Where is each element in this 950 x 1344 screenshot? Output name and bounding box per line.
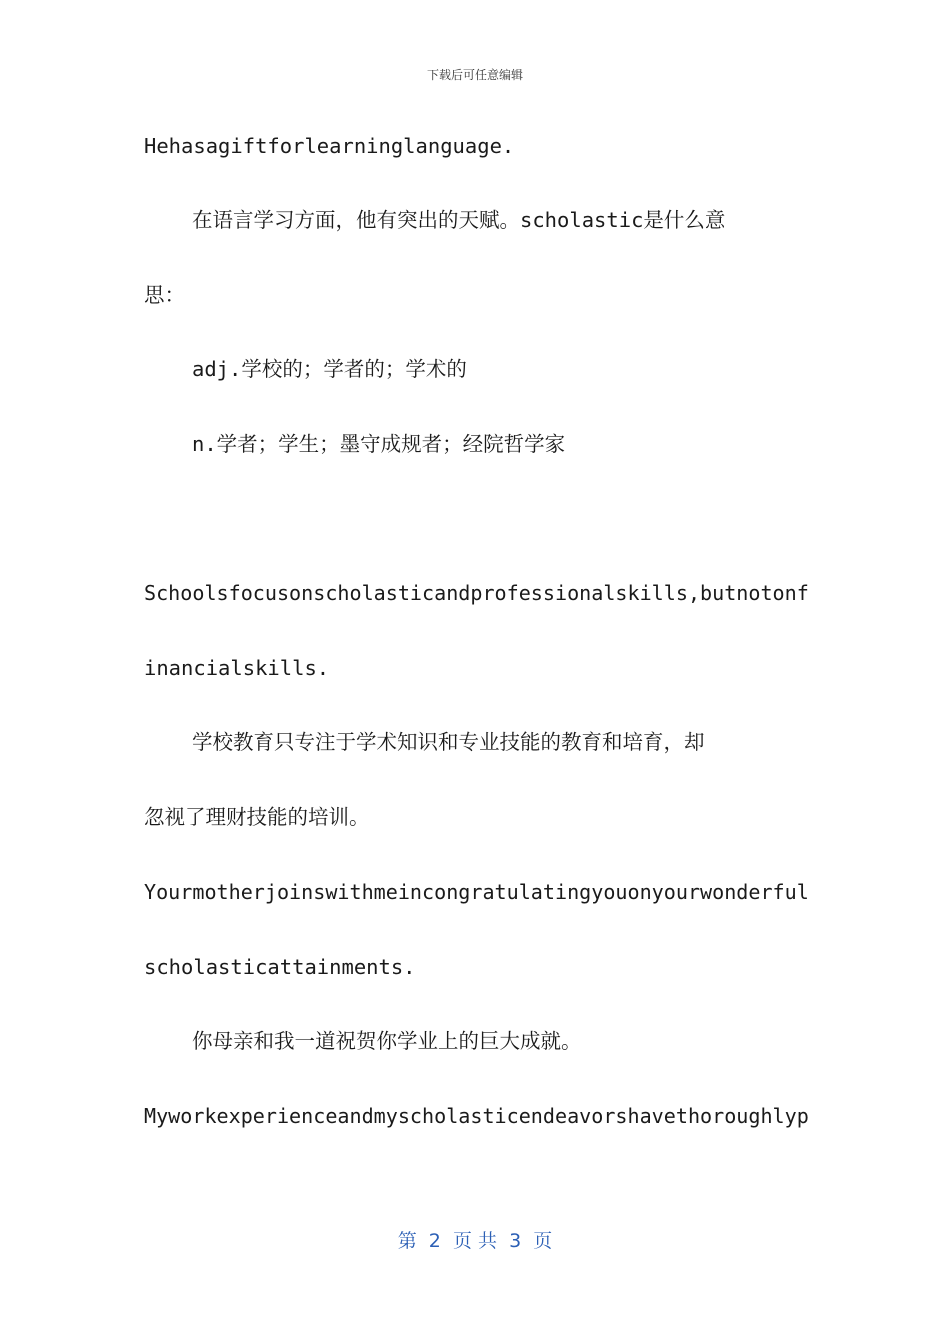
paragraph-line: 忽视了理财技能的培训。 (144, 805, 370, 829)
paragraph-line: 思： (144, 283, 185, 307)
paragraph-line: n.学者；学生；墨守成规者；经院哲学家 (192, 432, 566, 456)
paragraph-line: Yourmotherjoinswithmeincongratulatingyouonyourwonderful (144, 880, 809, 904)
page-header-note: 下载后可任意编辑 (426, 68, 523, 82)
paragraph-line: Hehasagiftforlearninglanguage. (144, 134, 515, 158)
paragraph-line: adj.学校的；学者的；学术的 (192, 357, 467, 381)
paragraph-line: Schoolsfocusonscholasticandprofessionalskills,butnotonf (144, 581, 809, 605)
paragraph-line: Myworkexperienceandmyscholasticendeavorshavethoroughlyp (144, 1104, 809, 1128)
paragraph-line: 你母亲和我一道祝贺你学业上的巨大成就。 (192, 1029, 582, 1053)
paragraph-line: 在语言学习方面，他有突出的天赋。scholastic是什么意 (192, 208, 726, 232)
paragraph-line: 学校教育只专注于学术知识和专业技能的教育和培育，却 (192, 730, 705, 754)
page-number-footer: 第 2 页 共 3 页 (397, 1230, 553, 1252)
paragraph-line: inancialskills. (144, 656, 330, 680)
paragraph-line: scholasticattainments. (144, 955, 416, 979)
